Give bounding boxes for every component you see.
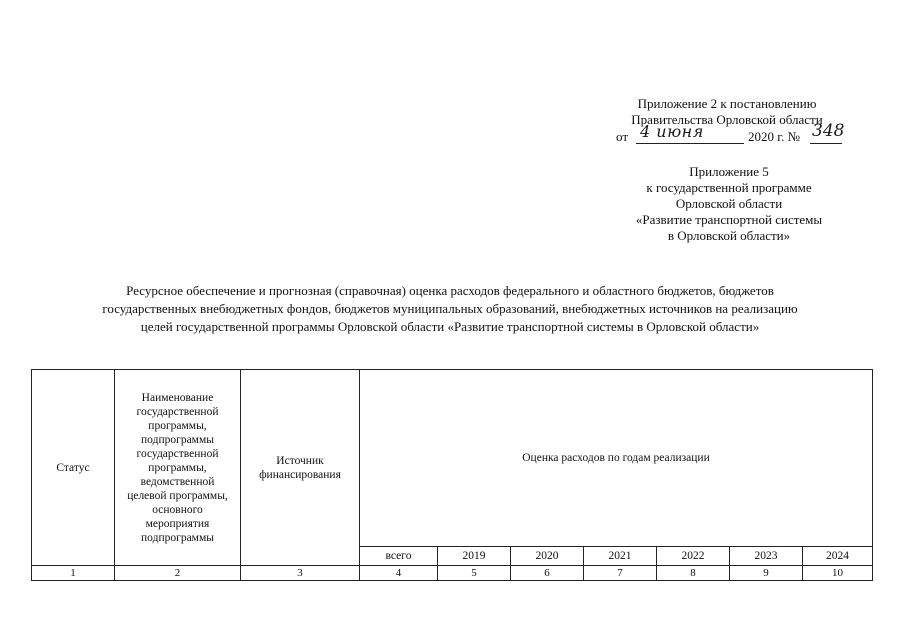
appendix-5-line: к государственной программе <box>646 180 812 195</box>
header-program-name <box>115 370 241 566</box>
header-year: 2019 <box>438 547 511 566</box>
date-prefix: от <box>616 129 629 144</box>
appendix-2-line-1: Приложение 2 к постановлению <box>637 96 817 111</box>
header-year: 2024 <box>803 547 873 566</box>
column-number: 9 <box>730 566 803 581</box>
column-number: 1 <box>32 566 115 581</box>
number-underline <box>810 143 842 144</box>
appendix-5-line: Орловской области <box>675 196 783 211</box>
header-source-line: финансирования <box>259 468 341 481</box>
appendix-5-line: Приложение 5 <box>689 164 769 179</box>
header-year: 2021 <box>584 547 657 566</box>
handwritten-number: 348 <box>812 121 845 141</box>
handwritten-date: 4 июня <box>640 122 704 141</box>
document-title-line: государственных внебюджетных фондов, бюджетов муниципальных образований, внебюджетных источников на реализацию <box>102 301 798 316</box>
header-expense-estimate: Оценка расходов по годам реализации <box>360 370 873 547</box>
column-number: 7 <box>584 566 657 581</box>
column-number: 2 <box>115 566 241 581</box>
header-name-line: мероприятия <box>145 517 210 530</box>
column-number: 10 <box>803 566 873 581</box>
appendix-2-header <box>608 96 846 146</box>
appendix-5-line: «Развитие транспортной системы <box>635 212 823 227</box>
document-title-line: целей государственной программы Орловской области «Развитие транспортной системы в Орловской области» <box>140 319 760 334</box>
header-year: 2020 <box>511 547 584 566</box>
column-number: 6 <box>511 566 584 581</box>
header-year: 2023 <box>730 547 803 566</box>
column-number: 8 <box>657 566 730 581</box>
header-name-line: подпрограммы <box>141 433 214 446</box>
header-funding-source <box>241 370 360 566</box>
document-title-line: Ресурсное обеспечение и прогнозная (справочная) оценка расходов федерального и областного бюджетов, бюджетов <box>126 283 774 298</box>
header-name-line: целевой программы, <box>127 489 228 502</box>
budget-table <box>31 369 873 581</box>
column-number: 3 <box>241 566 360 581</box>
appendix-5-header <box>606 164 852 244</box>
appendix-5-line: в Орловской области» <box>667 228 791 243</box>
column-number: 4 <box>360 566 438 581</box>
header-name-line: программы, <box>148 419 207 432</box>
header-name-line: программы, <box>148 461 207 474</box>
resolution-year: 2020 г. № <box>748 129 801 144</box>
appendix-2-line-2: Правительства Орловской области <box>631 112 823 127</box>
column-number: 5 <box>438 566 511 581</box>
date-underline <box>636 143 744 144</box>
header-year: 2022 <box>657 547 730 566</box>
document-title <box>30 282 870 336</box>
resolution-date-line <box>608 121 846 146</box>
header-name-line: ведомственной <box>140 475 215 488</box>
header-name-line: государственной <box>136 447 219 460</box>
header-name-line: Наименование <box>141 391 214 404</box>
header-name-line: подпрограммы <box>141 531 214 544</box>
header-year-total: всего <box>360 547 438 566</box>
header-name-line: основного <box>152 503 203 516</box>
header-source-line: Источник <box>276 454 324 467</box>
header-name-line: государственной <box>136 405 219 418</box>
header-status: Статус <box>32 370 115 566</box>
